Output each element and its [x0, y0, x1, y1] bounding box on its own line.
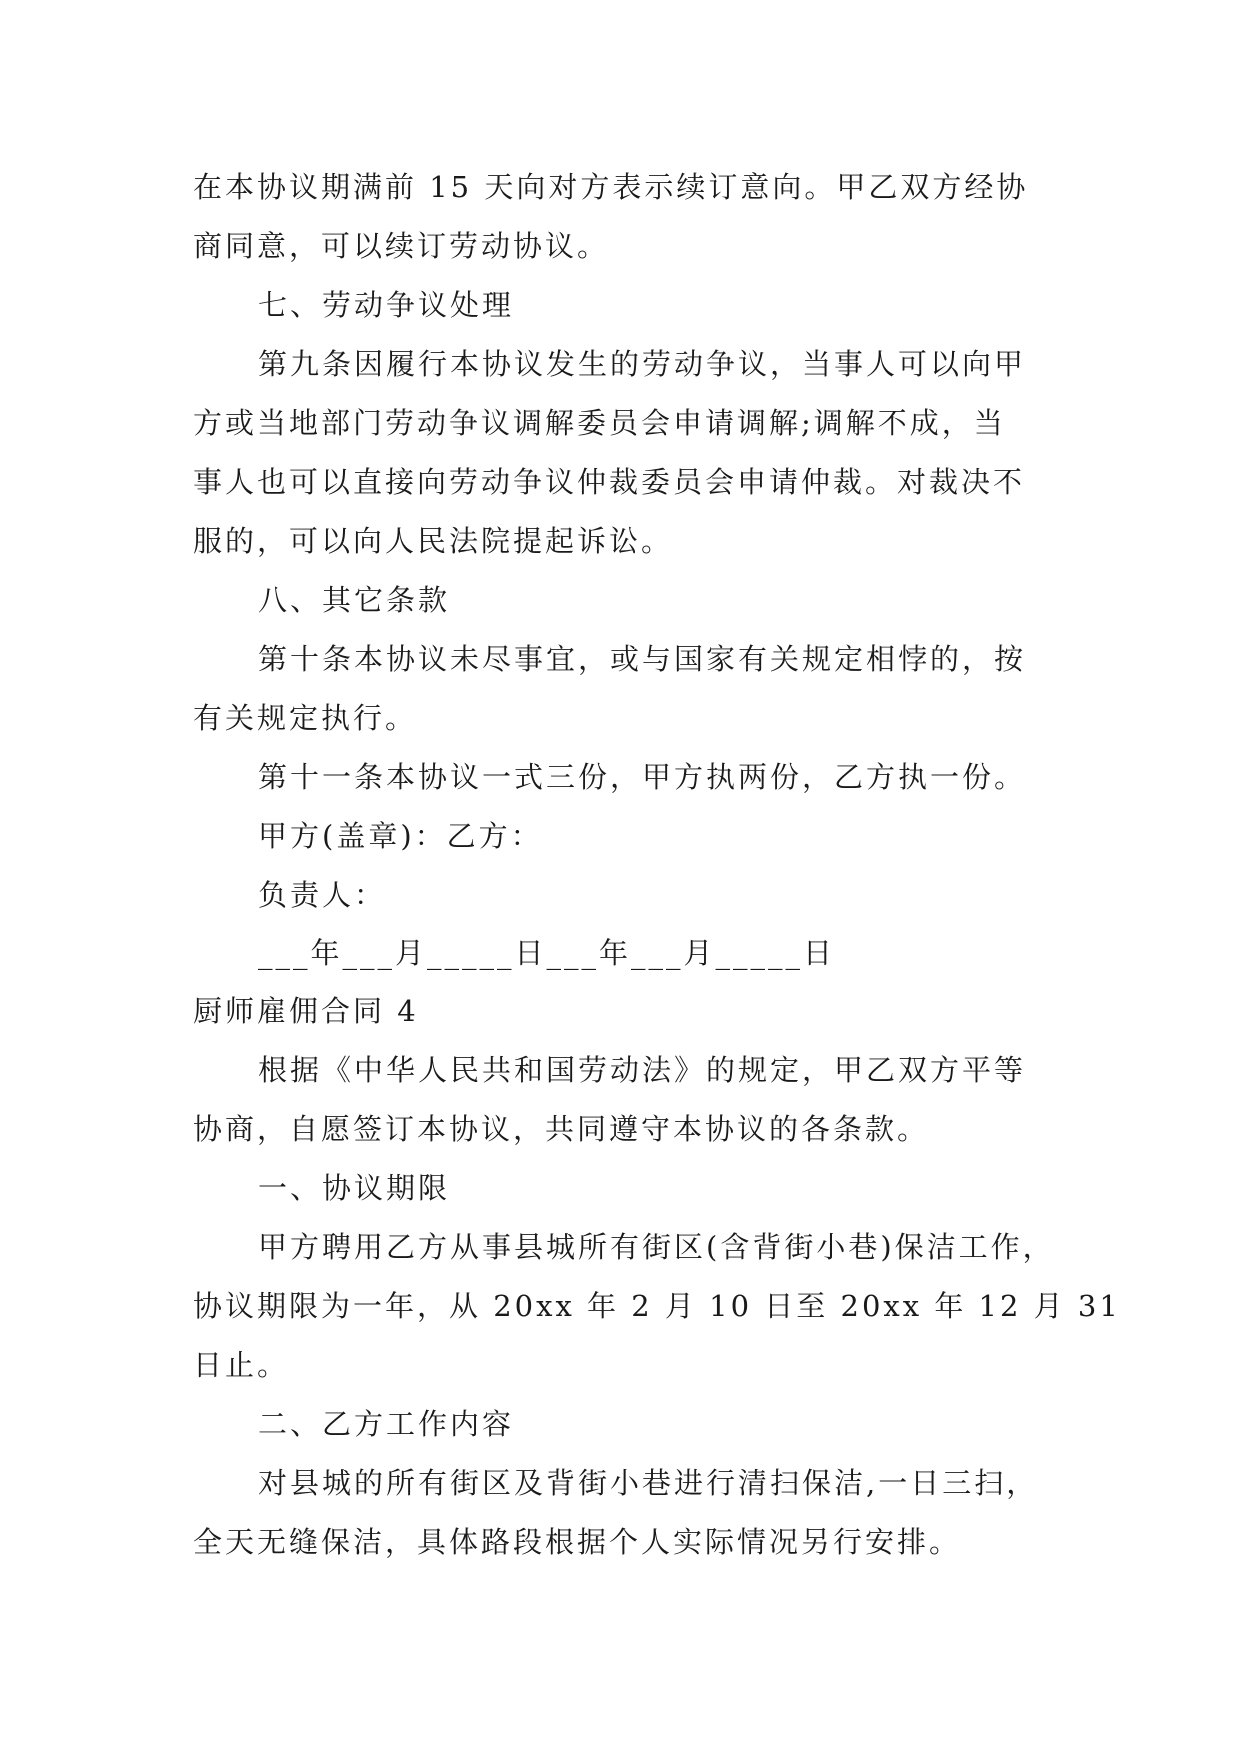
- section-heading: 七、劳动争议处理: [258, 288, 515, 322]
- body-text-line: 方或当地部门劳动争议调解委员会申请调解;调解不成，当: [193, 406, 1006, 440]
- body-text-line: 在本协议期满前 15 天向对方表示续订意向。甲乙双方经协: [193, 170, 1029, 204]
- date-line: ___年___月_____日___年___月_____日: [258, 936, 836, 970]
- body-text-line: 对县城的所有街区及背街小巷进行清扫保洁,一日三扫，: [258, 1466, 1039, 1500]
- body-text-line: 甲方聘用乙方从事县城所有街区(含背街小巷)保洁工作，: [258, 1230, 1055, 1264]
- body-text-line: 有关规定执行。: [193, 701, 418, 735]
- document-title: 厨师雇佣合同 4: [193, 994, 419, 1028]
- body-text-line: 商同意，可以续订劳动协议。: [193, 229, 610, 263]
- body-text-line: 协商，自愿签订本协议，共同遵守本协议的各条款。: [193, 1112, 930, 1146]
- signature-line: 负责人：: [258, 878, 387, 912]
- body-text-line: 全天无缝保洁，具体路段根据个人实际情况另行安排。: [193, 1525, 962, 1559]
- section-heading: 八、其它条款: [258, 583, 451, 617]
- section-heading: 二、乙方工作内容: [258, 1407, 515, 1441]
- body-text-line: 根据《中华人民共和国劳动法》的规定，甲乙双方平等: [258, 1053, 1027, 1087]
- body-text-line: 服的，可以向人民法院提起诉讼。: [193, 524, 674, 558]
- body-text-line: 第九条因履行本协议发生的劳动争议，当事人可以向甲: [258, 347, 1027, 381]
- section-heading: 一、协议期限: [258, 1171, 451, 1205]
- body-text-line: 协议期限为一年，从 20xx 年 2 月 10 日至 20xx 年 12 月 31: [193, 1289, 1121, 1323]
- body-text-line: 日止。: [193, 1348, 290, 1382]
- body-text-line: 第十条本协议未尽事宜，或与国家有关规定相悖的，按: [258, 642, 1027, 676]
- body-text-line: 第十一条本协议一式三份，甲方执两份，乙方执一份。: [258, 760, 1027, 794]
- signature-line: 甲方(盖章)：乙方：: [258, 819, 543, 853]
- body-text-line: 事人也可以直接向劳动争议仲裁委员会申请仲裁。对裁决不: [193, 465, 1026, 499]
